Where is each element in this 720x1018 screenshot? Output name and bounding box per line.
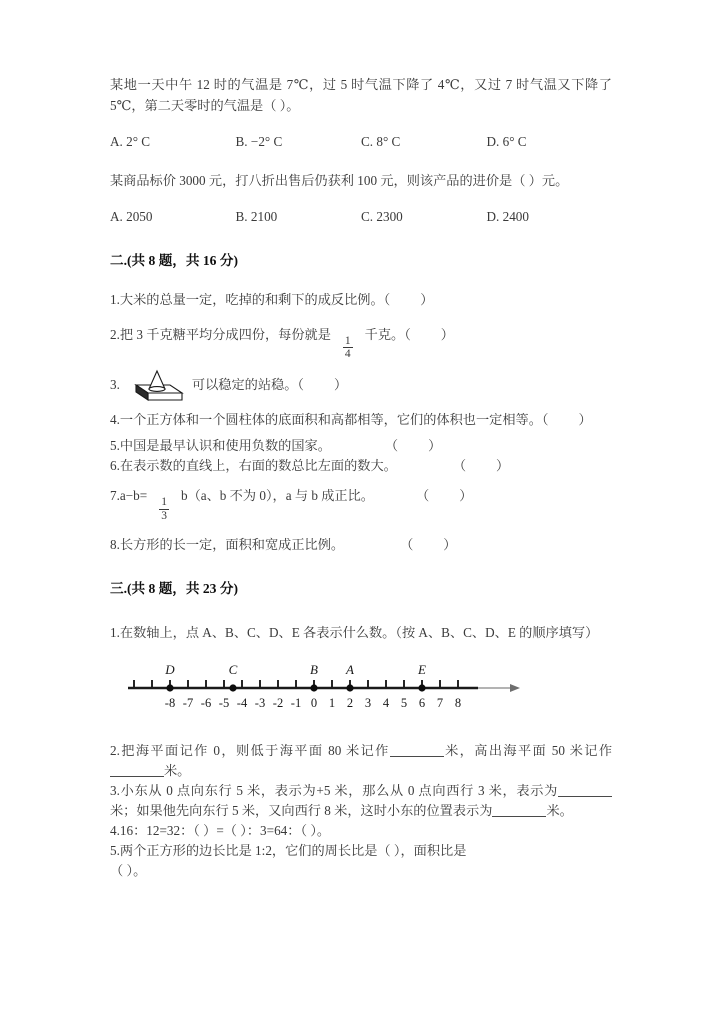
question-text-a: 把海平面记作 0，则低于海平面 80 米记作 xyxy=(119,742,390,758)
question-number: 3. xyxy=(110,377,120,393)
question-number: 3. xyxy=(110,782,120,798)
tick-label: -6 xyxy=(200,695,212,710)
question-text-c: 米。 xyxy=(546,802,573,818)
question-1-8-choices xyxy=(110,207,612,227)
question-text: 一个正方体和一个圆柱体的底面积和高都相等，它们的体积也一定相等。（ xyxy=(119,412,549,428)
choice-d[interactable]: D. 6° C xyxy=(486,134,527,149)
tick-label: -8 xyxy=(164,695,176,710)
question-text-rest: b（a、b 不为 0），a 与 b 成正比。 xyxy=(180,488,374,504)
question-number: 5. xyxy=(110,438,120,454)
tick-label: 5 xyxy=(400,695,408,710)
paren-close: ） xyxy=(428,438,442,454)
paren-close: ） xyxy=(443,536,457,552)
question-2-3 xyxy=(110,369,612,403)
question-text: 可以稳定的站稳。（ xyxy=(191,377,304,393)
question-text: 在数轴上，点 A、B、C、D、E 各表示什么数。（按 A、B、C、D、E 的顺序填写） xyxy=(119,624,599,640)
choice-b[interactable]: B. 2100 xyxy=(235,209,278,224)
point-E xyxy=(418,684,425,691)
question-text-b: （ ）。 xyxy=(110,862,147,878)
answer-blank[interactable] xyxy=(110,763,164,777)
question-text-c: 米。 xyxy=(164,762,191,778)
question-number: 2. xyxy=(110,742,120,758)
question-text: 把 3 千克糖平均分成四份，每份就是 xyxy=(119,327,331,342)
worksheet-content xyxy=(110,74,612,881)
question-text-unit: 千克。（ xyxy=(364,327,411,342)
question-text: 大米的总量一定，吃掉的和剩下的成反比例。（ xyxy=(119,292,391,307)
question-text: 长方形的长一定，面积和宽成正比例。 xyxy=(119,536,345,552)
tick-label: 2 xyxy=(346,695,354,710)
tick-label: 8 xyxy=(454,695,462,710)
point-D xyxy=(166,684,173,691)
question-2-1 xyxy=(110,289,612,310)
question-text: 16：12=32：（ ）=（ ）：3=64：（ ）。 xyxy=(119,822,331,838)
question-1-8-text: 某商品标价 3000 元，打八折出售后仍获利 100 元，则该产品的进价是（ ）元。 xyxy=(110,173,569,188)
point-label-B: B xyxy=(310,661,318,677)
question-2-2 xyxy=(110,324,612,360)
question-number: 5. xyxy=(110,842,120,858)
question-number: 6. xyxy=(110,458,120,474)
paren-open: （ xyxy=(452,458,467,474)
paren-open: （ xyxy=(384,438,399,454)
choice-a[interactable]: A. 2° C xyxy=(110,134,151,149)
axis-arrow xyxy=(510,684,520,692)
section-three-heading: 三.(共 8 题，共 23 分) xyxy=(110,580,238,596)
question-text-b: 米，高出海平面 50 米记作 xyxy=(443,742,613,758)
paren-close: ） xyxy=(459,488,473,504)
question-number: 7. xyxy=(110,488,120,504)
question-text-b: 米；如果他先向东行 5 米，又向西行 8 米，这时小东的位置表示为 xyxy=(110,802,493,818)
point-A xyxy=(346,684,353,691)
question-2-8 xyxy=(110,534,612,555)
question-text-close: ） xyxy=(578,412,592,428)
tick-label: -5 xyxy=(218,695,230,710)
question-2-7 xyxy=(110,485,612,521)
question-3-5 xyxy=(110,841,612,881)
axis-ticks xyxy=(134,680,458,688)
cone-on-slab-icon xyxy=(124,369,184,403)
answer-blank[interactable] xyxy=(558,783,612,797)
point-B xyxy=(310,684,317,691)
tick-label: 4 xyxy=(382,695,390,710)
question-3-4 xyxy=(110,821,612,841)
tick-label: -1 xyxy=(290,695,302,710)
number-line-svg xyxy=(122,659,522,721)
tick-label: 7 xyxy=(436,695,444,710)
point-label-D: D xyxy=(165,661,175,677)
question-text-close: ） xyxy=(420,292,434,307)
tick-label: -2 xyxy=(272,695,284,710)
answer-blank[interactable] xyxy=(390,743,444,757)
tick-label: 6 xyxy=(418,695,426,710)
question-text-close: ） xyxy=(333,377,348,393)
paren-close: ） xyxy=(496,458,510,474)
question-text: 中国是最早认识和使用负数的国家。 xyxy=(119,438,331,454)
question-2-4 xyxy=(110,409,612,430)
question-2-6 xyxy=(110,456,612,476)
question-text: 在表示数的直线上，右面的数总比左面的数大。 xyxy=(119,458,397,474)
section-two-heading: 二.(共 8 题，共 16 分) xyxy=(110,253,238,268)
choice-a[interactable]: A. 2050 xyxy=(110,209,153,224)
question-1-7-text: 某地一天中午 12 时的气温是 7℃，过 5 时气温下降了 4℃，又过 7 时气温又下降了 5℃，第二天零时的气温是（ ）。 xyxy=(110,77,612,113)
question-text-close: ） xyxy=(440,327,454,342)
question-3-2 xyxy=(110,741,612,781)
choice-b[interactable]: B. −2° C xyxy=(235,134,283,149)
number-line-figure xyxy=(122,659,612,721)
question-text-a: 小东从 0 点向东行 5 米，表示为+5 米，那么从 0 点向西行 3 米，表示为 xyxy=(119,782,558,798)
point-label-E: E xyxy=(418,661,426,677)
paren-open: （ xyxy=(400,536,414,552)
tick-label: 3 xyxy=(364,695,372,710)
choice-d[interactable]: D. 2400 xyxy=(486,209,529,224)
question-number: 1. xyxy=(110,624,120,640)
question-number: 4. xyxy=(110,822,120,838)
question-number: 4. xyxy=(110,412,120,428)
tick-label: 1 xyxy=(328,695,336,710)
fraction-one-third: $\frac{1}{3}$ xyxy=(161,496,167,522)
question-number: 2. xyxy=(110,327,120,342)
answer-blank[interactable] xyxy=(492,803,546,817)
choice-c[interactable]: C. 2300 xyxy=(361,209,403,224)
tick-label: -4 xyxy=(236,695,248,710)
tick-label: 0 xyxy=(310,695,318,710)
point-label-A: A xyxy=(346,661,354,677)
question-text-a: 两个正方形的边长比是 1:2，它们的周长比是（ ），面积比是 xyxy=(119,842,467,858)
tick-label: -3 xyxy=(254,695,266,710)
question-3-3 xyxy=(110,781,612,821)
question-number: 8. xyxy=(110,536,120,552)
point-C xyxy=(229,684,236,691)
tick-label: -7 xyxy=(182,695,194,710)
question-1-7-choices xyxy=(110,132,612,152)
point-label-C: C xyxy=(228,661,238,677)
question-text: a−b= xyxy=(119,488,148,504)
choice-c[interactable]: C. 8° C xyxy=(361,134,401,149)
question-3-1 xyxy=(110,619,612,647)
question-2-5 xyxy=(110,436,612,456)
paren-open: （ xyxy=(416,488,430,504)
question-number: 1. xyxy=(110,292,120,307)
fraction-one-quarter: $\frac{1}{4}$ xyxy=(344,335,351,361)
